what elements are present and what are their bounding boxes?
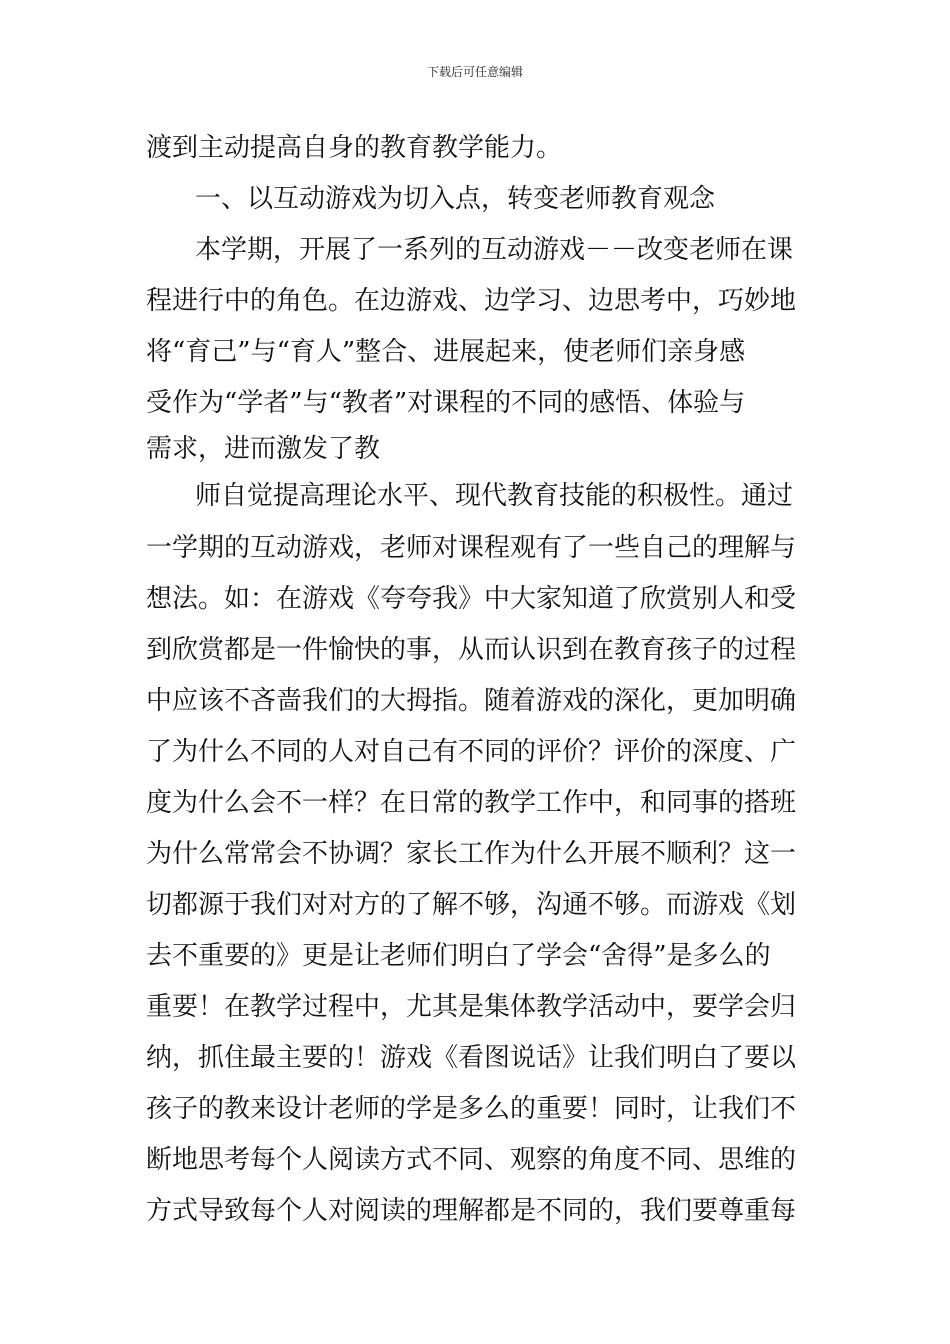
text-line: 中应该不吝啬我们的大拇指。随着游戏的深化，更加明确 [146, 686, 797, 716]
text-line: 去不重要的》更是让老师们明白了学会“舍得”是多么的 [146, 941, 771, 971]
text-line: 为什么常常会不协调？家长工作为什么开展不顺利？这一 [146, 839, 797, 869]
text-line: 孩子的教来设计老师的学是多么的重要！同时，让我们不 [146, 1094, 797, 1124]
section-heading: 一、以互动游戏为切入点，转变老师教育观念 [195, 184, 716, 214]
text-line: 纳，抓住最主要的！游戏《看图说话》让我们明白了要以 [146, 1043, 797, 1073]
text-line: 需求，进而激发了教 [146, 434, 381, 464]
page-header: 下载后可任意编辑 [426, 65, 523, 79]
text-line: 断地思考每个人阅读方式不同、观察的角度不同、思维的 [146, 1145, 797, 1175]
text-line: 方式导致每个人对阅读的理解都是不同的，我们要尊重每 [146, 1196, 797, 1226]
text-line: 重要！在教学过程中，尤其是集体教学活动中，要学会归 [146, 992, 797, 1022]
text-line: 程进行中的角色。在边游戏、边学习、边思考中，巧妙地 [146, 286, 797, 316]
text-line: 一学期的互动游戏，老师对课程观有了一些自己的理解与 [146, 533, 797, 563]
text-line: 受作为“学者”与“教者”对课程的不同的感悟、体验与 [146, 388, 746, 418]
text-line: 切都源于我们对对方的了解不够，沟通不够。而游戏《划 [146, 890, 797, 920]
text-line: 将“育己”与“育人”整合、进展起来，使老师们亲身感 [146, 337, 746, 367]
text-line: 度为什么会不一样？在日常的教学工作中，和同事的搭班 [146, 788, 797, 818]
text-line: 渡到主动提高自身的教育教学能力。 [146, 133, 563, 163]
text-line: 到欣赏都是一件愉快的事，从而认识到在教育孩子的过程 [146, 635, 797, 665]
text-line: 了为什么不同的人对自己有不同的评价？评价的深度、广 [146, 737, 797, 767]
text-line: 想法。如：在游戏《夸夸我》中大家知道了欣赏别人和受 [146, 584, 797, 614]
text-line: 师自觉提高理论水平、现代教育技能的积极性。通过 [195, 481, 794, 511]
text-line: 本学期，开展了一系列的互动游戏－－改变老师在课 [195, 235, 794, 265]
